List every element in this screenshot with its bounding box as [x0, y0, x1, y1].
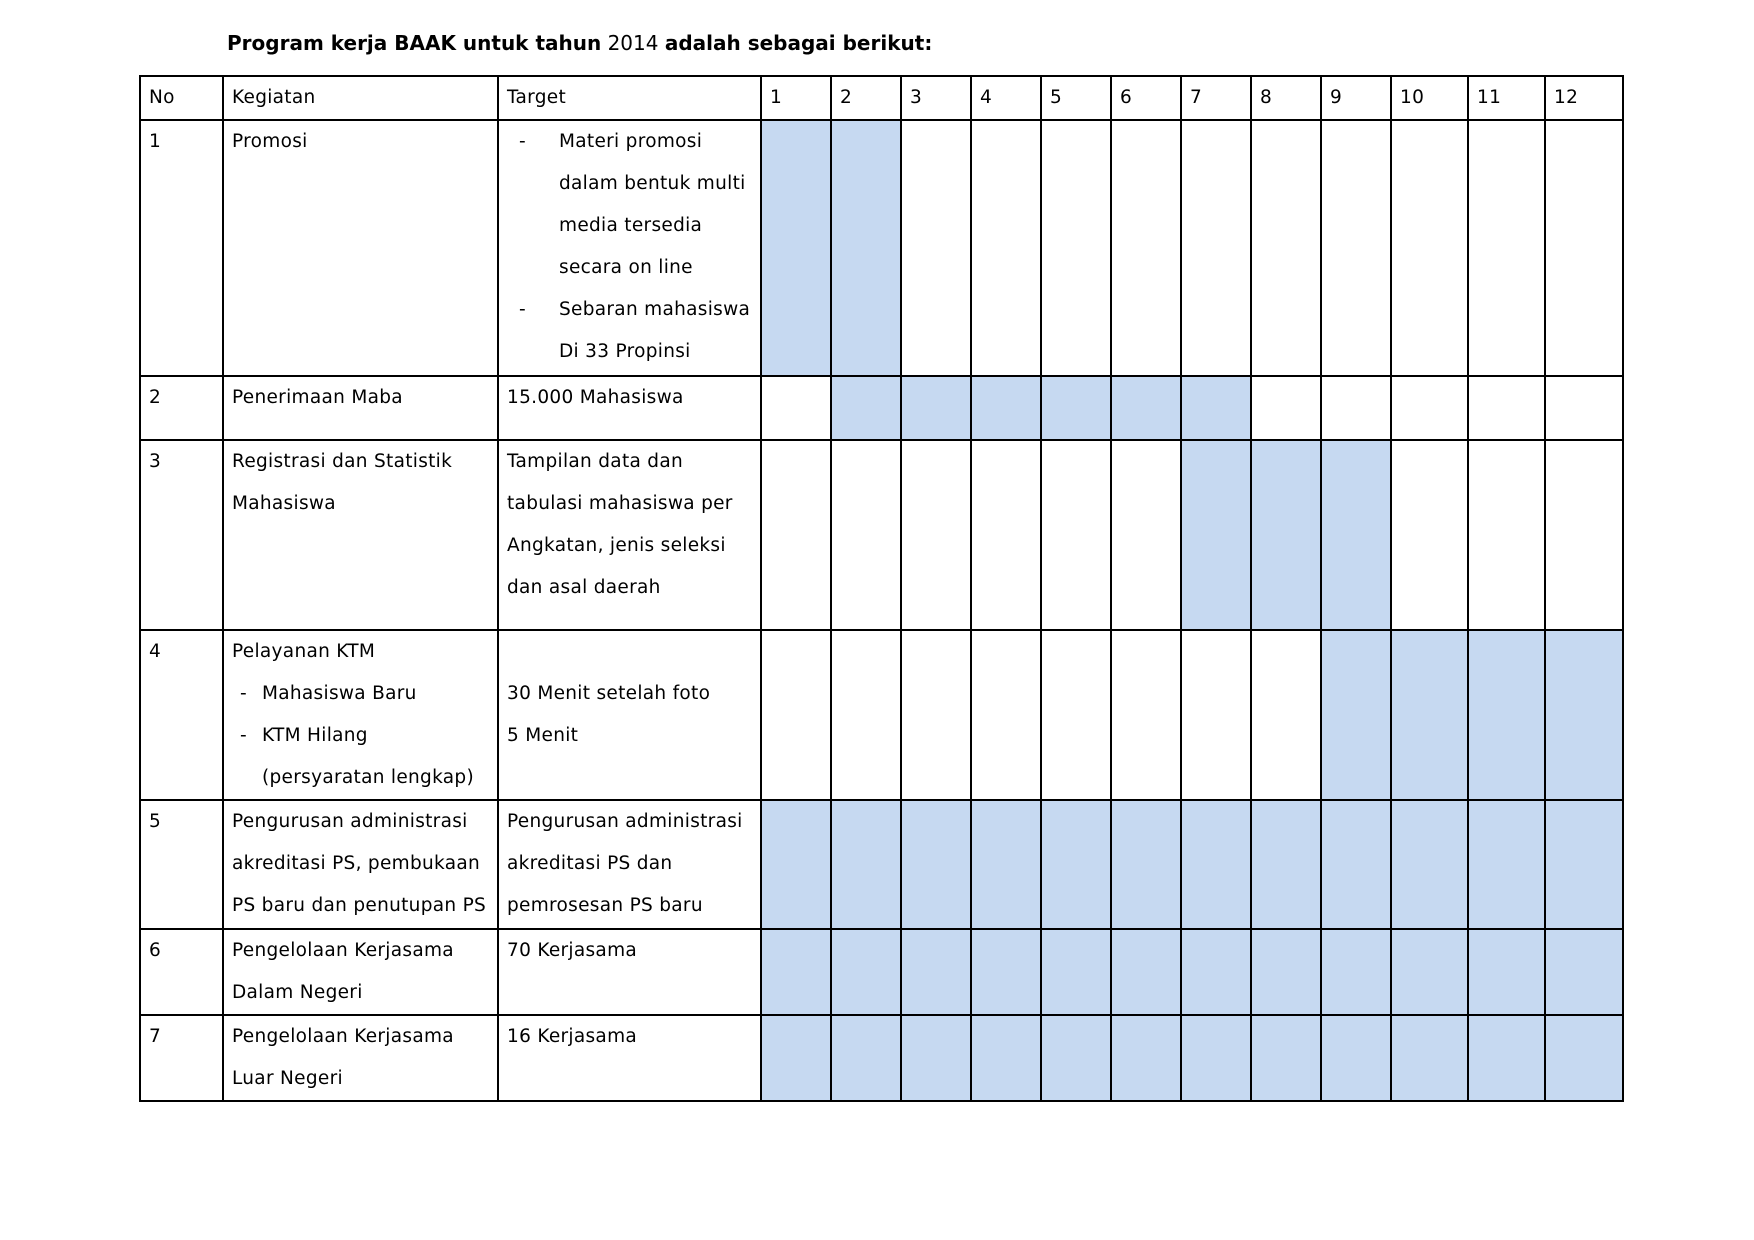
month-cell: [1468, 376, 1545, 440]
month-cell: [1545, 440, 1623, 630]
month-cell-active: [1545, 800, 1623, 928]
text-line: akreditasi PS dan: [507, 853, 673, 875]
cell-no: 2: [140, 376, 223, 440]
bullet-dash: -: [519, 131, 526, 153]
month-cell-active: [1111, 800, 1181, 928]
month-cell-active: [901, 929, 971, 1015]
month-cell: [1545, 120, 1623, 375]
text-line: Tampilan data dan: [507, 450, 684, 472]
bullet-dash: -: [240, 725, 247, 747]
text-line: Dalam Negeri: [232, 981, 363, 1003]
month-cell-active: [1391, 929, 1468, 1015]
text-line: Promosi: [232, 131, 308, 153]
cell-kegiatan: [223, 1015, 498, 1101]
month-cell: [831, 440, 901, 630]
header-month-7: 7: [1181, 76, 1251, 120]
month-cell-active: [761, 800, 831, 928]
month-cell: [1321, 376, 1391, 440]
header-no: No: [140, 76, 223, 120]
header-month-5: 5: [1041, 76, 1111, 120]
month-cell-active: [831, 120, 901, 375]
month-cell: [1468, 440, 1545, 630]
cell-kegiatan: [223, 630, 498, 800]
cell-target: [498, 929, 761, 1015]
month-cell-active: [1545, 929, 1623, 1015]
month-cell: [1181, 120, 1251, 375]
month-cell: [1391, 376, 1468, 440]
month-cell-active: [1321, 800, 1391, 928]
table-row: [140, 800, 1623, 928]
month-cell-active: [1041, 1015, 1111, 1101]
month-cell: [971, 120, 1041, 375]
month-cell: [1321, 120, 1391, 375]
month-cell-active: [1468, 929, 1545, 1015]
cell-kegiatan: [223, 440, 498, 630]
work-program-table: [139, 75, 1624, 1102]
cell-no: 4: [140, 630, 223, 800]
text-line: akreditasi PS, pembukaan: [232, 853, 481, 875]
text-line: secara on line: [559, 257, 693, 279]
month-cell-active: [1321, 440, 1391, 630]
month-cell-active: [1545, 1015, 1623, 1101]
text-line: Pengurusan administrasi: [232, 811, 468, 833]
month-cell-active: [971, 376, 1041, 440]
month-cell-active: [1111, 929, 1181, 1015]
cell-target: [498, 376, 761, 440]
month-cell-active: [1391, 1015, 1468, 1101]
month-cell-active: [1181, 376, 1251, 440]
month-cell-active: [1321, 630, 1391, 800]
list-item: [507, 121, 752, 289]
header-target: Target: [498, 76, 761, 120]
cell-target: [498, 630, 761, 800]
month-cell: [1111, 440, 1181, 630]
month-cell-active: [1041, 800, 1111, 928]
month-cell: [1545, 376, 1623, 440]
table-row: [140, 120, 1623, 375]
table-row: [140, 630, 1623, 800]
cell-no: 7: [140, 1015, 223, 1101]
month-cell: [1111, 120, 1181, 375]
text-line: 5 Menit: [507, 725, 579, 747]
month-cell-active: [761, 929, 831, 1015]
month-cell-active: [1321, 929, 1391, 1015]
cell-kegiatan: [223, 120, 498, 375]
month-cell: [831, 630, 901, 800]
month-cell: [1251, 630, 1321, 800]
header-month-9: 9: [1321, 76, 1391, 120]
month-cell-active: [971, 1015, 1041, 1101]
kegiatan-title: Pelayanan KTM: [232, 641, 376, 663]
month-cell-active: [1111, 1015, 1181, 1101]
cell-no: 1: [140, 120, 223, 375]
list-item: [507, 289, 752, 373]
text-line: Registrasi dan Statistik: [232, 450, 453, 472]
header-month-8: 8: [1251, 76, 1321, 120]
bullet-dash: -: [519, 299, 526, 321]
text-line: Luar Negeri: [232, 1067, 343, 1089]
header-month-10: 10: [1391, 76, 1468, 120]
header-month-3: 3: [901, 76, 971, 120]
table-row: [140, 376, 1623, 440]
month-cell-active: [1468, 630, 1545, 800]
month-cell-active: [1041, 376, 1111, 440]
text-line: dan asal daerah: [507, 576, 661, 598]
month-cell-active: [1181, 929, 1251, 1015]
text-line: Pengelolaan Kerjasama: [232, 939, 454, 961]
text-line: 70 Kerjasama: [507, 939, 638, 961]
list-item-text: [559, 121, 752, 289]
month-cell: [1041, 440, 1111, 630]
text-line: [507, 631, 752, 673]
list-item-text: [262, 715, 489, 799]
month-cell: [761, 376, 831, 440]
month-cell: [901, 440, 971, 630]
cell-target: [498, 1015, 761, 1101]
cell-target: [498, 120, 761, 375]
month-cell-active: [1251, 929, 1321, 1015]
cell-target: [498, 800, 761, 928]
header-month-11: 11: [1468, 76, 1545, 120]
month-cell: [971, 440, 1041, 630]
list-item-text: [262, 673, 489, 715]
cell-no: 3: [140, 440, 223, 630]
month-cell: [901, 630, 971, 800]
month-cell-active: [1251, 800, 1321, 928]
cell-no: 6: [140, 929, 223, 1015]
cell-target: [498, 440, 761, 630]
table-row: [140, 440, 1623, 630]
month-cell-active: [1321, 1015, 1391, 1101]
text-line: PS baru dan penutupan PS: [232, 895, 487, 917]
header-month-4: 4: [971, 76, 1041, 120]
text-line: media tersedia: [559, 215, 703, 237]
list-item: [232, 673, 489, 715]
month-cell: [761, 630, 831, 800]
text-line: Sebaran mahasiswa: [559, 299, 751, 321]
text-line: Angkatan, jenis seleksi: [507, 534, 726, 556]
header-month-12: 12: [1545, 76, 1623, 120]
table-row: [140, 1015, 1623, 1101]
month-cell-active: [831, 800, 901, 928]
text-line: tabulasi mahasiswa per: [507, 492, 733, 514]
text-line: 15.000 Mahasiswa: [507, 386, 684, 408]
header-month-2: 2: [831, 76, 901, 120]
title-year: 2014: [607, 31, 659, 55]
month-cell-active: [901, 376, 971, 440]
text-line: Di 33 Propinsi: [559, 341, 691, 363]
month-cell-active: [1181, 800, 1251, 928]
month-cell: [1111, 630, 1181, 800]
month-cell-active: [901, 800, 971, 928]
month-cell-active: [831, 929, 901, 1015]
list-item: [232, 715, 489, 799]
month-cell-active: [971, 929, 1041, 1015]
text-line: Mahasiswa: [232, 492, 336, 514]
month-cell: [1181, 630, 1251, 800]
text-line: Materi promosi: [559, 131, 703, 153]
month-cell: [1041, 630, 1111, 800]
month-cell-active: [1181, 440, 1251, 630]
month-cell-active: [831, 376, 901, 440]
month-cell-active: [761, 1015, 831, 1101]
month-cell-active: [1251, 440, 1321, 630]
month-cell: [1041, 120, 1111, 375]
header-month-6: 6: [1111, 76, 1181, 120]
month-cell-active: [1041, 929, 1111, 1015]
header-kegiatan: Kegiatan: [223, 76, 498, 120]
text-line: Pengurusan administrasi: [507, 811, 743, 833]
month-cell: [901, 120, 971, 375]
month-cell-active: [1181, 1015, 1251, 1101]
month-cell: [971, 630, 1041, 800]
month-cell: [1251, 120, 1321, 375]
text-line: Pengelolaan Kerjasama: [232, 1025, 454, 1047]
table-row: [140, 929, 1623, 1015]
month-cell-active: [1391, 800, 1468, 928]
cell-kegiatan: [223, 800, 498, 928]
title-part-1: Program kerja BAAK untuk tahun: [227, 31, 602, 55]
month-cell-active: [831, 1015, 901, 1101]
month-cell-active: [1391, 630, 1468, 800]
month-cell: [761, 440, 831, 630]
table-header-row: [140, 76, 1623, 120]
month-cell: [1391, 440, 1468, 630]
text-line: KTM Hilang: [262, 725, 368, 747]
text-line: Penerimaan Maba: [232, 386, 403, 408]
month-cell-active: [1545, 630, 1623, 800]
month-cell-active: [1111, 376, 1181, 440]
header-month-1: 1: [761, 76, 831, 120]
month-cell-active: [901, 1015, 971, 1101]
text-line: Mahasiswa Baru: [262, 683, 417, 705]
month-cell: [1468, 120, 1545, 375]
text-line: (persyaratan lengkap): [262, 767, 474, 789]
text-line: 30 Menit setelah foto: [507, 683, 711, 705]
list-item-text: [559, 289, 752, 373]
month-cell: [1391, 120, 1468, 375]
cell-kegiatan: [223, 376, 498, 440]
text-line: pemrosesan PS baru: [507, 895, 703, 917]
text-line: 16 Kerjasama: [507, 1025, 638, 1047]
month-cell-active: [761, 120, 831, 375]
bullet-dash: -: [240, 683, 247, 705]
title-part-2: adalah sebagai berikut:: [664, 31, 933, 55]
text-line: dalam bentuk multi: [559, 173, 746, 195]
cell-no: 5: [140, 800, 223, 928]
month-cell-active: [971, 800, 1041, 928]
month-cell-active: [1468, 1015, 1545, 1101]
cell-kegiatan: [223, 929, 498, 1015]
month-cell: [1251, 376, 1321, 440]
month-cell-active: [1251, 1015, 1321, 1101]
month-cell-active: [1468, 800, 1545, 928]
page-title: [227, 31, 932, 55]
